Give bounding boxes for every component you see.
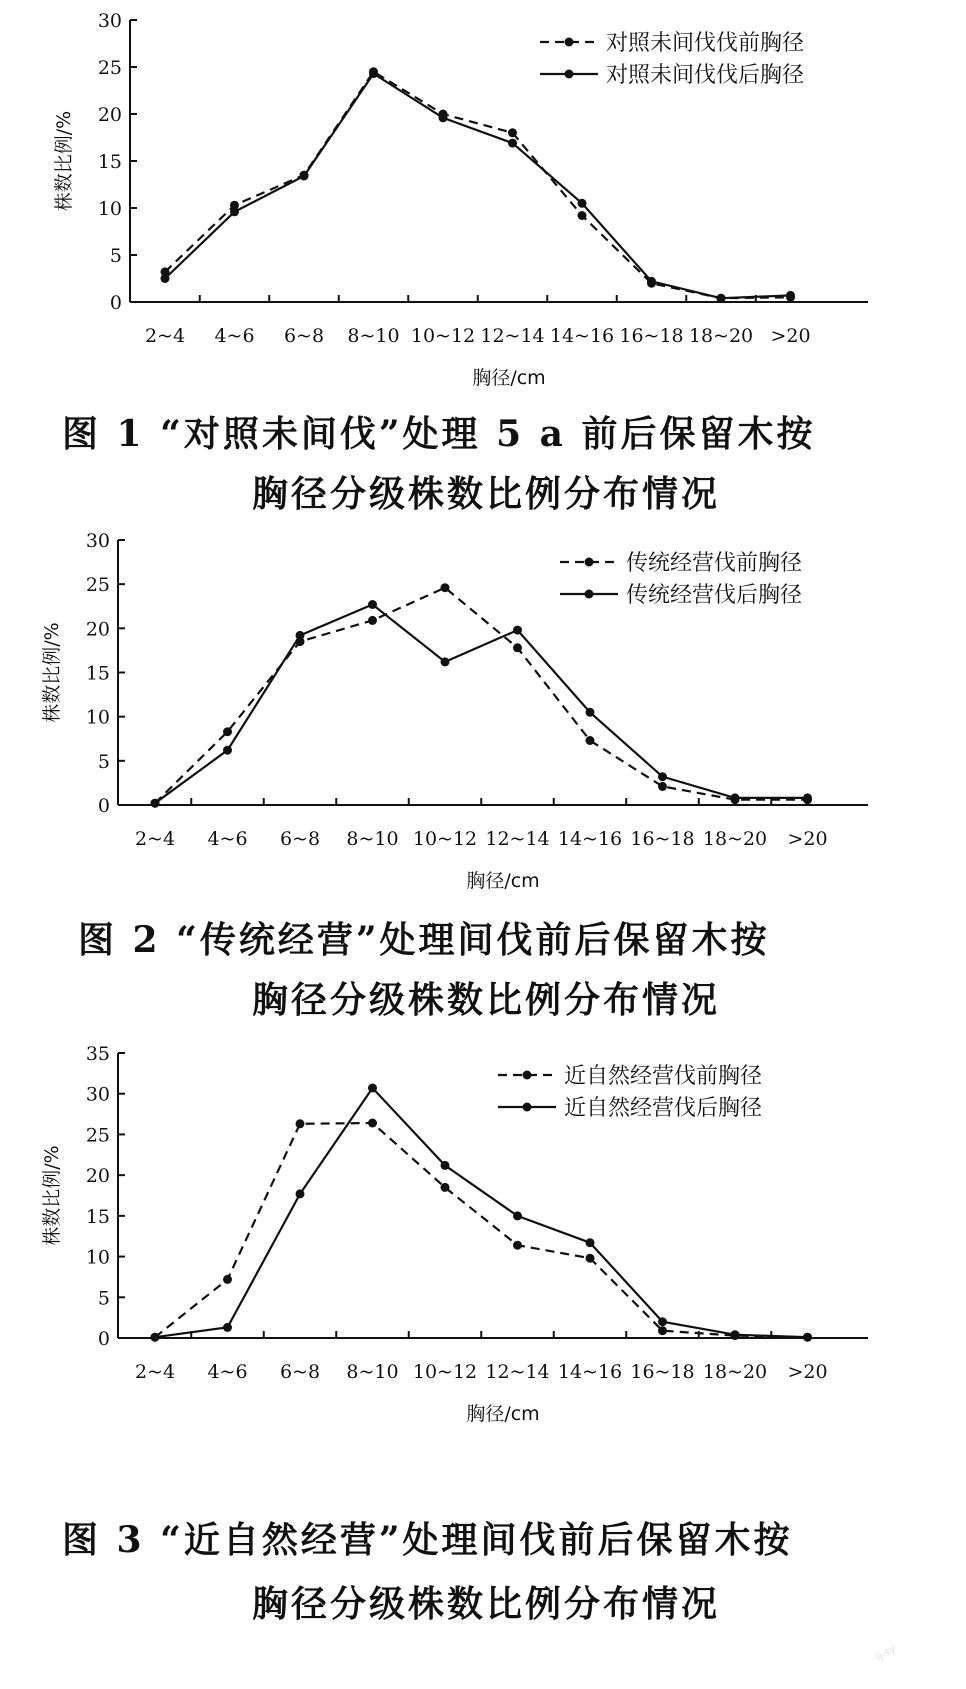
y-tick-label: 25 [97,57,122,79]
data-point [647,277,656,286]
x-tick-label: 16~18 [619,325,684,347]
series-line-1 [165,72,791,299]
y-axis-title: 株数比例/% [41,622,63,723]
y-tick-label: 5 [97,750,110,773]
data-point [586,708,595,717]
caption-1-line2: 胸径分级株数比例分布情况 [252,473,721,515]
data-point [296,631,305,640]
data-point [803,1333,812,1342]
chart-2 [0,530,966,950]
data-point [731,793,740,802]
figure-caption-1 [0,410,966,530]
series-line-2 [155,605,808,804]
data-point [717,294,726,303]
legend-marker-1 [523,1071,532,1080]
data-point [513,1211,522,1220]
y-tick-label: 15 [85,662,110,685]
data-point [296,1119,305,1128]
x-tick-label: 10~12 [410,325,476,347]
x-tick-label: >20 [787,828,828,850]
data-point [223,1323,232,1332]
data-point [161,274,170,283]
data-point [223,727,232,736]
y-tick-label: 10 [85,706,110,729]
legend-marker-1 [585,558,594,567]
legend-marker-2 [585,590,594,599]
data-point [513,1241,522,1250]
x-axis-title: 胸径/cm [466,870,540,892]
caption-1-line1: 图 1 “对照未间伐”处理 5 a 前后保留木按 [62,413,816,455]
x-tick-label: 12~14 [485,828,550,850]
legend-label-2: 对照未间伐伐后胸径 [606,63,805,88]
y-tick-label: 10 [85,1246,110,1269]
y-tick-label: 5 [109,245,122,267]
data-point [223,746,232,755]
data-point [586,1238,595,1247]
chart-2-group [41,530,868,892]
data-point [368,1084,377,1093]
data-point [786,291,795,300]
x-tick-label: 8~10 [346,828,399,850]
data-point [441,583,450,592]
watermark: lj-sy [874,1643,898,1664]
data-point [441,1183,450,1192]
data-point [441,657,450,666]
x-tick-label: 16~18 [630,1361,695,1383]
data-point [508,128,517,137]
x-tick-label: 8~10 [346,1361,399,1383]
chart-panel-3 [0,1043,966,1443]
data-point [368,616,377,625]
data-point [658,1317,667,1326]
series-line-1 [155,1123,808,1337]
legend-label-1: 传统经营伐前胸径 [626,551,803,576]
data-point [513,643,522,652]
y-tick-label: 30 [85,1083,110,1106]
y-tick-label: 10 [97,198,122,220]
data-point [586,1254,595,1263]
x-tick-label: 6~8 [279,828,321,850]
x-tick-label: 2~4 [134,828,176,850]
x-tick-label: 6~8 [283,325,325,347]
data-point [300,172,309,181]
x-axis-title: 胸径/cm [466,1403,540,1425]
y-tick-label: 15 [97,151,122,173]
legend-label-1: 对照未间伐伐前胸径 [606,31,805,56]
x-tick-label: 14~16 [557,1361,623,1383]
x-tick-label: >20 [770,325,811,347]
data-point [223,1275,232,1284]
chart-1 [0,0,966,420]
x-tick-label: 4~6 [207,828,248,850]
data-point [230,207,239,216]
x-tick-label: 12~14 [485,1361,550,1383]
y-tick-label: 30 [85,530,110,552]
y-tick-label: 0 [97,795,110,817]
caption-2-line1: 图 2 “传统经营”处理间伐前后保留木按 [78,919,770,961]
figure-caption-3 [0,1520,966,1640]
chart-3 [0,1043,966,1443]
x-tick-label: 10~12 [412,1361,478,1383]
data-point [658,1326,667,1335]
x-tick-label: 18~20 [702,1361,768,1383]
data-point [441,1161,450,1170]
x-tick-label: 4~6 [207,1361,248,1383]
data-point [368,1119,377,1128]
chart-panel-1 [0,0,966,420]
x-tick-label: 14~16 [557,828,623,850]
data-point [803,793,812,802]
y-tick-label: 25 [85,1124,110,1147]
x-tick-label: 4~6 [214,325,255,347]
caption-2-line2: 胸径分级株数比例分布情况 [252,979,721,1021]
data-point [439,113,448,122]
series-line-1 [155,588,808,804]
figure-caption-2 [0,920,966,1040]
x-tick-label: 2~4 [144,325,186,347]
y-tick-label: 20 [85,1165,110,1188]
y-tick-label: 15 [85,1205,110,1228]
caption-3-line2: 胸径分级株数比例分布情况 [252,1583,721,1625]
chart-panel-2 [0,530,966,950]
y-tick-label: 35 [85,1043,110,1065]
data-point [296,1189,305,1198]
legend-marker-2 [523,1103,532,1112]
data-point [586,736,595,745]
y-tick-label: 30 [97,10,122,32]
y-tick-label: 0 [97,1328,110,1350]
data-point [369,69,378,78]
y-tick-label: 5 [97,1287,110,1310]
y-tick-label: 0 [109,292,122,314]
legend-marker-2 [565,70,574,79]
data-point [151,1333,160,1342]
x-tick-label: 16~18 [630,828,695,850]
x-tick-label: 18~20 [688,325,754,347]
x-tick-label: 18~20 [702,828,768,850]
legend-marker-1 [565,38,574,47]
legend-label-2: 传统经营伐后胸径 [626,583,803,608]
x-tick-label: 14~16 [549,325,615,347]
chart-1-group [53,10,868,389]
data-point [658,782,667,791]
x-tick-label: 6~8 [279,1361,321,1383]
x-tick-label: 2~4 [134,1361,176,1383]
x-axis-title: 胸径/cm [472,367,546,389]
y-axis-title: 株数比例/% [53,110,75,212]
data-point [658,772,667,781]
series-line-2 [165,74,791,299]
data-point [368,600,377,609]
data-point [578,199,587,208]
y-axis-title: 株数比例/% [41,1145,63,1246]
y-tick-label: 25 [85,574,110,597]
legend-label-1: 近自然经营伐前胸径 [564,1064,763,1089]
y-tick-label: 20 [85,618,110,641]
legend-label-2: 近自然经营伐后胸径 [564,1096,763,1121]
caption-3-line1: 图 3 “近自然经营”处理间伐前后保留木按 [62,1519,793,1561]
chart-3-group [41,1043,868,1425]
series-line-2 [155,1088,808,1337]
x-tick-label: 10~12 [412,828,478,850]
x-tick-label: >20 [787,1361,828,1383]
data-point [513,626,522,635]
x-tick-label: 12~14 [480,325,545,347]
data-point [731,1330,740,1339]
y-tick-label: 20 [97,104,122,126]
x-tick-label: 8~10 [347,325,400,347]
data-point [578,211,587,220]
data-point [151,799,160,808]
data-point [508,139,517,148]
